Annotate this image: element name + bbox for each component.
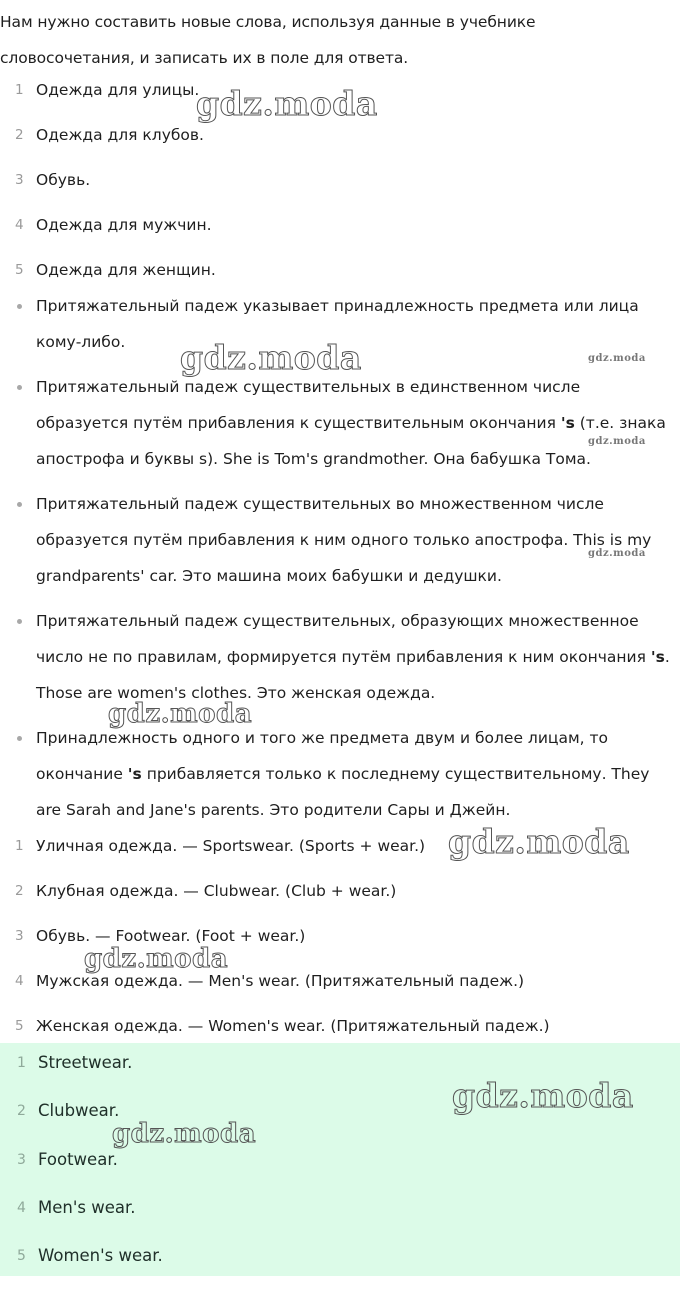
item-text: Одежда для мужчин.: [36, 216, 212, 234]
item-number: 1: [15, 838, 24, 854]
item-text: Обувь.: [36, 171, 91, 189]
item-text: Одежда для улицы.: [36, 81, 200, 99]
item-number: 4: [15, 973, 24, 989]
item-text: Одежда для клубов.: [36, 126, 204, 144]
possessive-ending: 's: [650, 648, 665, 666]
item-number: 1: [15, 82, 24, 98]
watermark: gdz.moda: [180, 338, 362, 377]
answer-number: 1: [17, 1055, 26, 1071]
watermark: gdz.moda: [108, 699, 253, 729]
item-number: 3: [15, 172, 24, 188]
item-number: 3: [15, 928, 24, 944]
watermark: gdz.moda: [448, 822, 630, 861]
item-text: Обувь. — Footwear. (Foot + wear.): [36, 927, 306, 945]
bullet-text: Притяжательный падеж указывает принадлежность предмета или лица кому-либо.: [36, 297, 639, 351]
answer-number: 3: [17, 1152, 26, 1168]
item-text: Одежда для женщин.: [36, 261, 216, 279]
bullet-dot: [17, 619, 22, 624]
item-number: 5: [15, 1018, 24, 1034]
item-text: Мужская одежда. — Men's wear. (Притяжательный падеж.): [36, 972, 525, 990]
bullet-item: [0, 603, 672, 711]
watermark: gdz.moda: [588, 548, 646, 559]
bullet-text: Притяжательный падеж существительных во множественном числе образуется путём прибавления к ним одного только апострофа. This is my grandparents' car. Это машина моих бабушки и дедушки.: [36, 495, 652, 585]
bullet-item: [0, 720, 672, 828]
bullet-text: Принадлежность одного и того же предмета двум и более лицам, то окончание 's прибавляется только к последнему существительному. They are Sarah and Jane's parents. Это родители Сары и Джейн.: [36, 729, 650, 819]
watermark: gdz.moda: [84, 944, 229, 974]
watermark: gdz.moda: [588, 353, 646, 364]
bullet-item: [0, 369, 672, 477]
item-text: Клубная одежда. — Clubwear. (Club + wear.): [36, 882, 397, 900]
answer-number: 2: [17, 1103, 26, 1119]
bullet-dot: [17, 502, 22, 507]
bullet-dot: [17, 385, 22, 390]
item-number: 2: [15, 883, 24, 899]
watermark: gdz.moda: [196, 84, 378, 123]
item-text: Уличная одежда. — Sportswear. (Sports + wear.): [36, 837, 426, 855]
answer-text: Clubwear.: [38, 1101, 120, 1120]
bullet-text: Притяжательный падеж существительных, образующих множественное число не по правилам, формируется путём прибавления к ним окончания 's. Those are women's clothes. Это женская одежда.: [36, 612, 670, 702]
intro-text: Нам нужно составить новые слова, используя данные в учебнике словосочетания, и записать их в поле для ответа.: [0, 13, 536, 67]
answer-text: Women's wear.: [38, 1246, 163, 1265]
answer-text: Streetwear.: [38, 1053, 133, 1072]
answer-text: Men's wear.: [38, 1198, 136, 1217]
possessive-ending: 's: [560, 414, 575, 432]
answer-text: Footwear.: [38, 1150, 118, 1169]
bullet-item: [0, 486, 672, 594]
item-number: 2: [15, 127, 24, 143]
bullet-dot: [17, 304, 22, 309]
answer-number: 5: [17, 1248, 26, 1264]
watermark: gdz.moda: [588, 436, 646, 447]
possessive-ending: 's: [127, 765, 142, 783]
bullet-dot: [17, 736, 22, 741]
item-number: 4: [15, 217, 24, 233]
item-text: Женская одежда. — Women's wear. (Притяжательный падеж.): [36, 1017, 550, 1035]
answer-number: 4: [17, 1200, 26, 1216]
item-number: 5: [15, 262, 24, 278]
answer-box: [0, 1043, 680, 1276]
bullet-item: [0, 288, 672, 360]
bullet-text: Притяжательный падеж существительных в единственном числе образуется путём прибавления к существительным окончания 's (т.е. знака апострофа и буквы s). She is Tom's grandmother. Она бабушка Тома.: [36, 378, 666, 468]
